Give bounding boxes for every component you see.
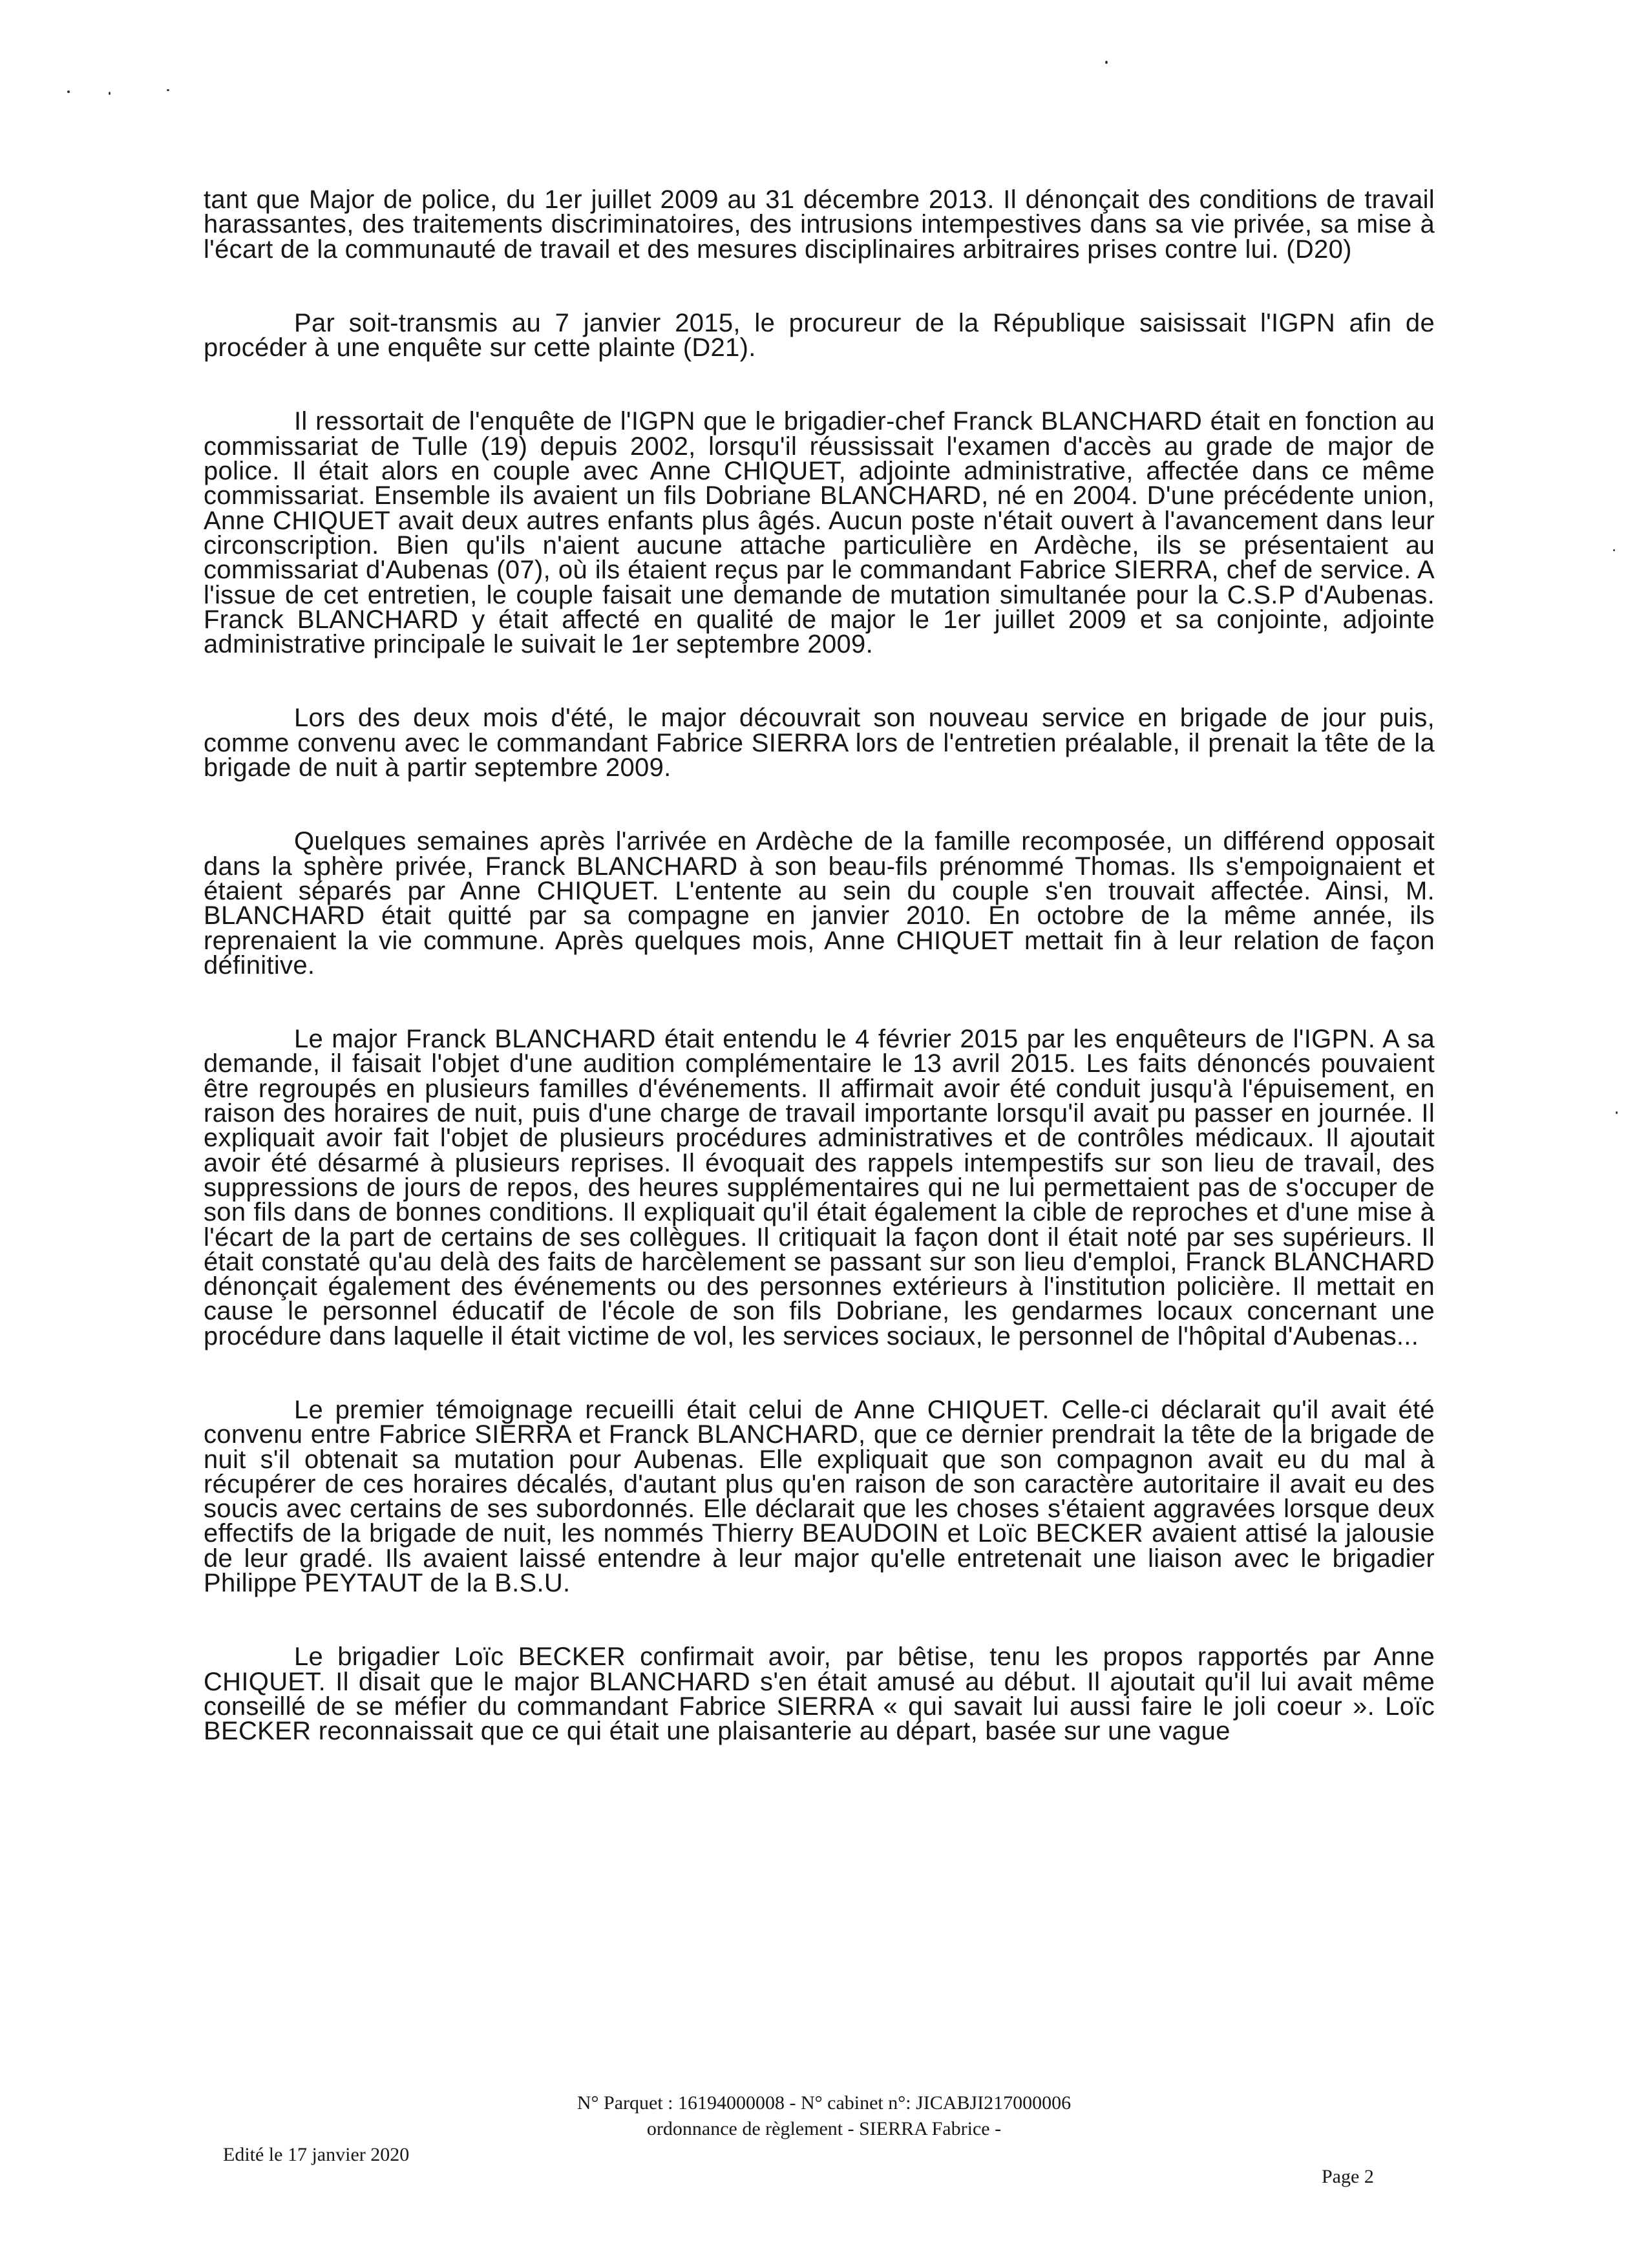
document-body — [204, 187, 1435, 1744]
scan-speck — [1613, 549, 1615, 551]
paragraph: Il ressortait de l'enquête de l'IGPN que le brigadier-chef Franck BLANCHARD était en fonction au commissariat de Tulle (19) depuis 2002, lorsqu'il réussissait l'examen d'accès au grade de major de police. Il était alors en couple avec Anne CHIQUET, adjointe administrative, affectée dans ce même commissariat. Ensemble ils avaient un fils Dobriane BLANCHARD, né en 2004. D'une précédente union, Anne CHIQUET avait deux autres enfants plus âgés. Aucun poste n'était ouvert à l'avancement dans leur circonscription. Bien qu'ils n'aient aucune attache particulière en Ardèche, ils se présentaient au commissariat d'Aubenas (07), où ils étaient reçus par le commandant Fabrice SIERRA, chef de service. A l'issue de cet entretien, le couple faisait une demande de mutation simultanée pour la C.S.P d'Aubenas. Franck BLANCHARD y était affecté en qualité de major le 1er juillet 2009 et sa conjointe, adjointe administrative principale le suivait le 1er septembre 2009. — [204, 407, 1435, 659]
scan-speck — [109, 92, 111, 95]
paragraph: Par soit-transmis au 7 janvier 2015, le procureur de la République saisissait l'IGPN afin de procéder à une enquête sur cette plainte (D21). — [204, 308, 1435, 362]
paragraph: Le premier témoignage recueilli était celui de Anne CHIQUET. Celle-ci déclarait qu'il avait été convenu entre Fabrice SIERRA et Franck BLANCHARD, que ce dernier prendrait la tête de la brigade de nuit s'il obtenait sa mutation pour Aubenas. Elle expliquait que son compagnon avait eu du mal à récupérer de ces horaires décalés, d'autant plus qu'en raison de son caractère autoritaire il avait eu des soucis avec certains de ses subordonnés. Elle déclarait que les choses s'étaient aggravées lorsque deux effectifs de la brigade de nuit, les nommés Thierry BEAUDOIN et Loïc BECKER avaient attisé la jalousie de leur gradé. Ils avaient laissé entendre à leur major qu'elle entretenait une liaison avec le brigadier Philippe PEYTAUT de la B.S.U. — [204, 1395, 1435, 1598]
footer-reference-block — [452, 2090, 1196, 2142]
paragraph: tant que Major de police, du 1er juillet 2009 au 31 décembre 2013. Il dénonçait des conditions de travail harassantes, des traitements discriminatoires, des intrusions intempestives dans sa vie privée, sa mise à l'écart de la communauté de travail et des mesures disciplinaires arbitraires prises contre lui. (D20) — [204, 185, 1435, 264]
page-number: Page 2 — [1322, 2166, 1374, 2187]
paragraph: Quelques semaines après l'arrivée en Ardèche de la famille recomposée, un différend opposait dans la sphère privée, Franck BLANCHARD à son beau-fils prénommé Thomas. Ils s'empoignaient et étaient séparés par Anne CHIQUET. L'entente au sein du couple s'en trouvait affectée. Ainsi, M. BLANCHARD était quitté par sa compagne en janvier 2010. En octobre de la même année, ils reprenaient la vie commune. Après quelques mois, Anne CHIQUET mettait fin à leur relation de façon définitive. — [204, 827, 1435, 980]
scan-speck — [67, 90, 70, 93]
paragraph: Lors des deux mois d'été, le major découvrait son nouveau service en brigade de jour puis, comme convenu avec le commandant Fabrice SIERRA lors de l'entretien préalable, il prenait la tête de la brigade de nuit à partir septembre 2009. — [204, 704, 1435, 782]
scan-speck — [1616, 1111, 1618, 1114]
paragraph: Le brigadier Loïc BECKER confirmait avoir, par bêtise, tenu les propos rapportés par Anne CHIQUET. Il disait que le major BLANCHARD s'en était amusé au début. Il ajoutait qu'il lui avait même conseillé de se méfier du commandant Fabrice SIERRA « qui savait lui aussi faire le joli coeur ». Loïc BECKER reconnaissait que ce qui était une plaisanterie au départ, basée sur une vague — [204, 1643, 1435, 1746]
parquet-reference: N° Parquet : 16194000008 - N° cabinet n°: JICABJI217000006 — [576, 2092, 1072, 2114]
edition-date: Edité le 17 janvier 2020 — [223, 2144, 410, 2165]
order-title: ordonnance de règlement - SIERRA Fabrice - — [646, 2118, 1002, 2139]
scan-speck — [1105, 61, 1108, 64]
scan-speck — [167, 89, 169, 91]
paragraph: Le major Franck BLANCHARD était entendu le 4 février 2015 par les enquêteurs de l'IGPN. A sa demande, il faisait l'objet d'une audition complémentaire le 13 avril 2015. Les faits dénoncés pouvaient être regroupés en plusieurs familles d'événements. Il affirmait avoir été conduit jusqu'à l'épuisement, en raison des horaires de nuit, puis d'une charge de travail importante lorsqu'il avait pu passer en journée. Il expliquait avoir fait l'objet de plusieurs procédures administratives et de contrôles médicaux. Il ajoutait avoir été désarmé à plusieurs reprises. Il évoquait des rappels intempestifs sur son lieu de travail, des suppressions de jours de repos, des heures supplémentaires qui ne lui permettaient pas de s'occuper de son fils dans de bonnes conditions. Il expliquait qu'il était également la cible de reproches et d'une mise à l'écart de la part de certains de ses collègues. Il critiquait la façon dont il était noté par ses supérieurs. Il était constaté qu'au delà des faits de harcèlement se passant sur son lieu d'emploi, Franck BLANCHARD dénonçait également des événements ou des personnes extérieurs à l'institution policière. Il mettait en cause le personnel éducatif de l'école de son fils Dobriane, les gendarmes locaux concernant une procédure dans laquelle il était victime de vol, les services sociaux, le personnel de l'hôpital d'Aubenas... — [204, 1025, 1435, 1350]
